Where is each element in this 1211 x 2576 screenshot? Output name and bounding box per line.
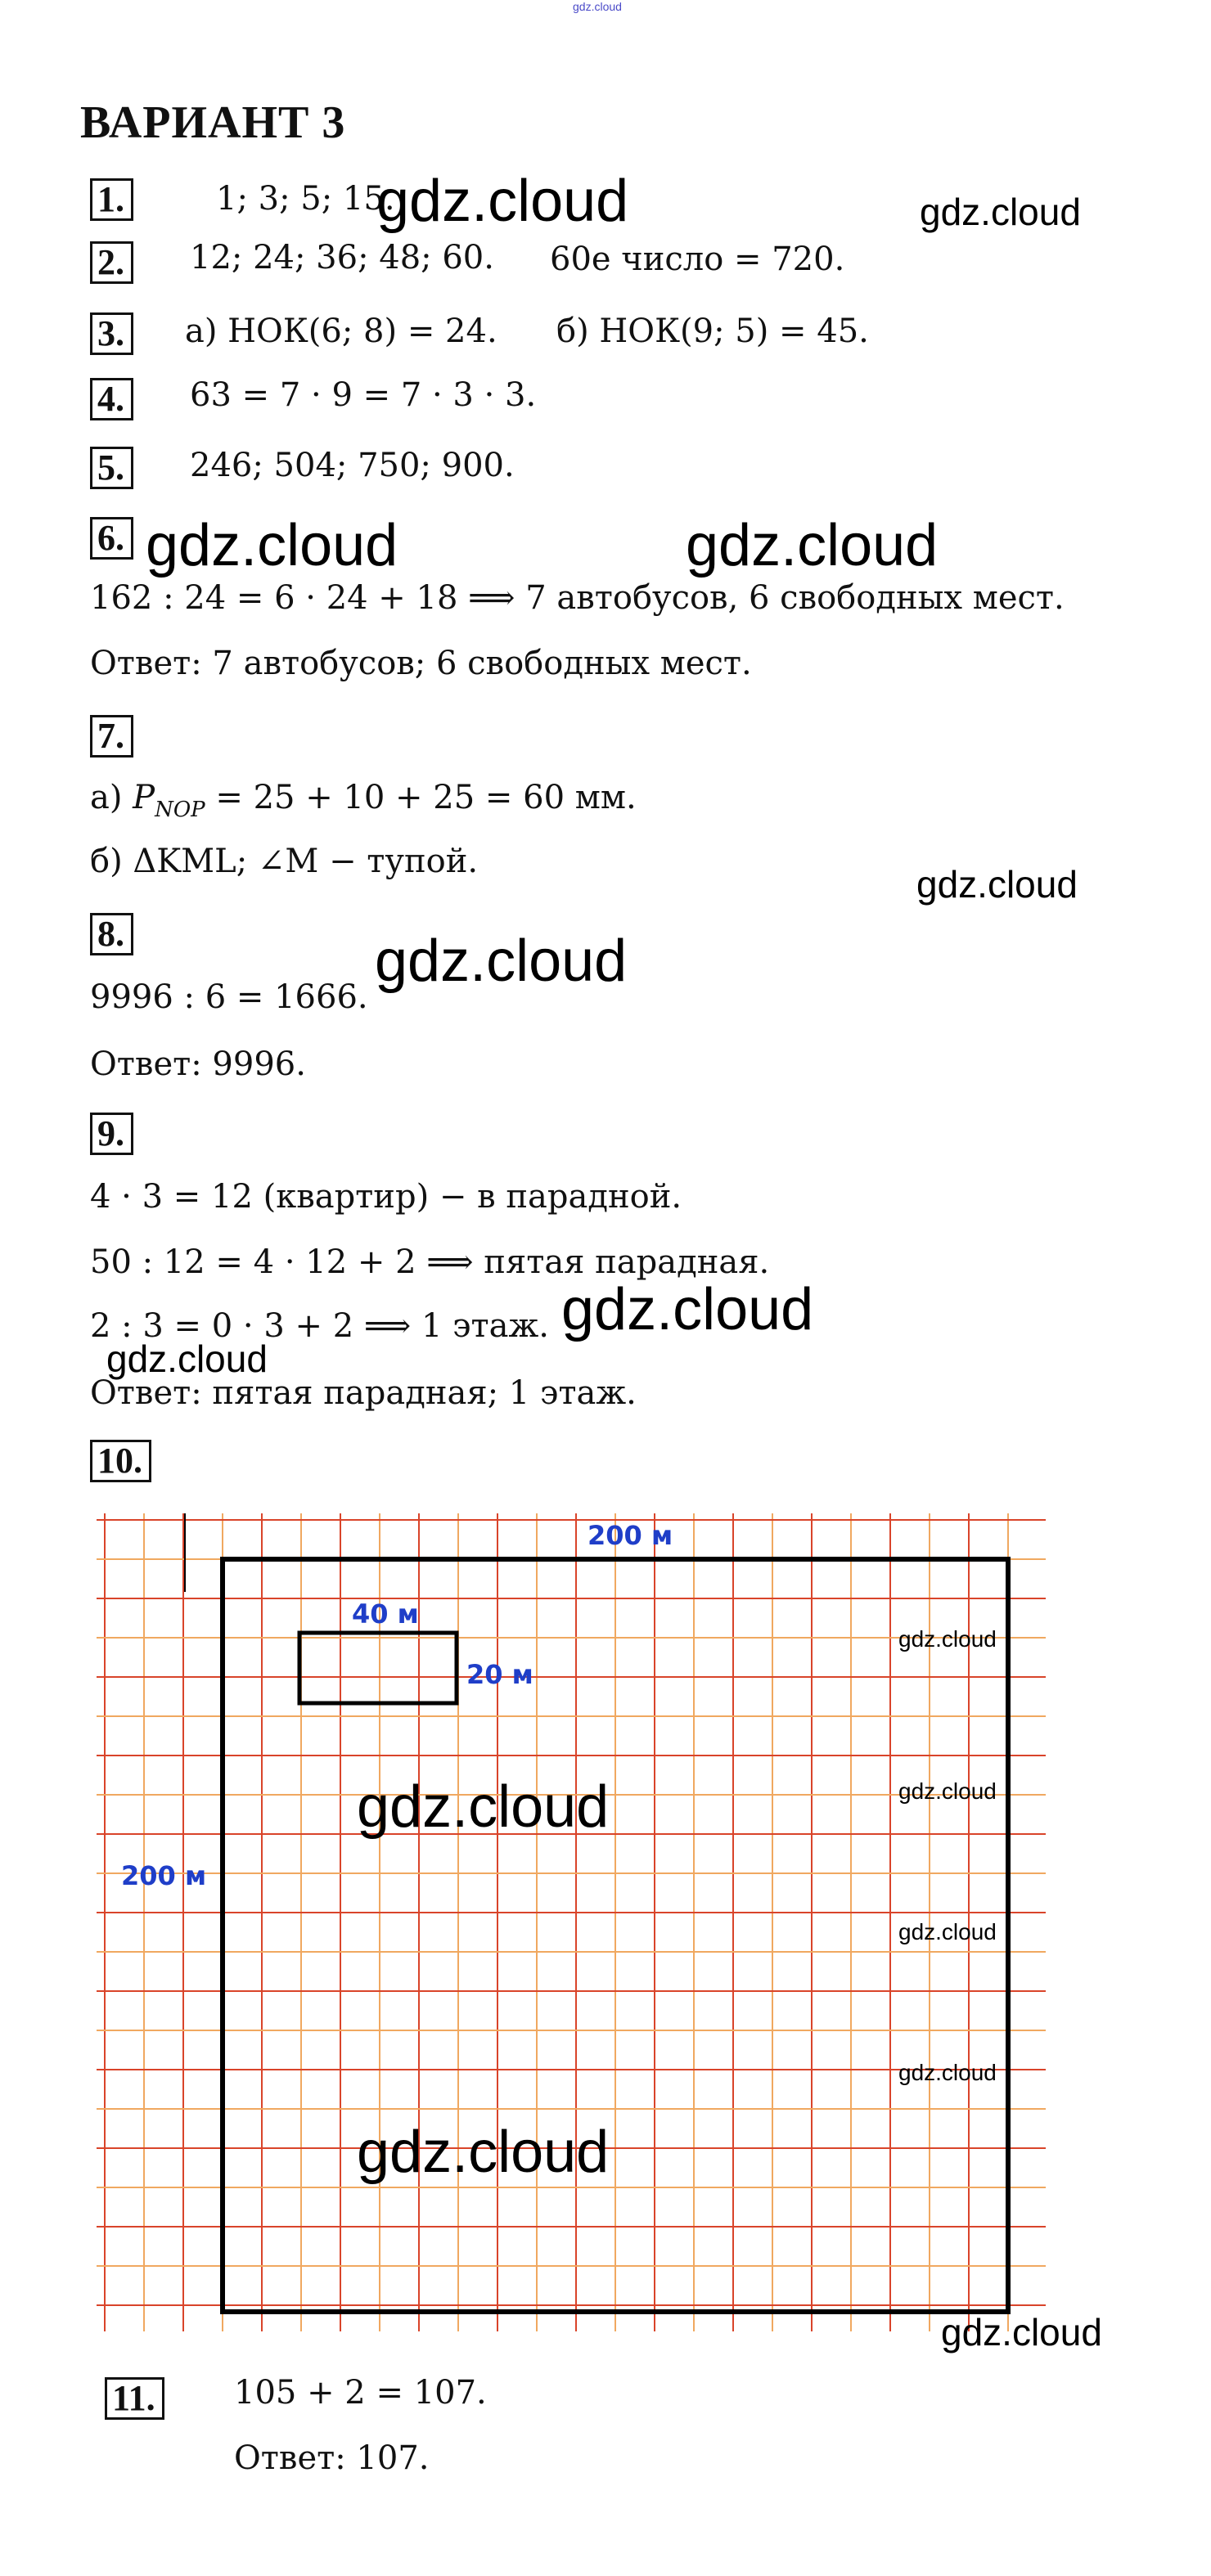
task-1-text: 1; 3; 5; 15. (216, 180, 395, 218)
small-rectangle (299, 1633, 457, 1703)
task-3-a: а) НОК(6; 8) = 24. (185, 312, 497, 350)
watermark: gdz.cloud (920, 191, 1081, 233)
task-8-line1: 9996 : 6 = 1666. (90, 978, 368, 1016)
task-number-11: 11. (105, 2377, 164, 2420)
watermark: gdz.cloud (898, 1919, 997, 1944)
watermark: gdz.cloud (898, 2060, 997, 2085)
watermark: gdz.cloud (686, 513, 939, 578)
task-number-9: 9. (90, 1113, 133, 1155)
task-number-4: 4. (90, 378, 133, 420)
task-3-b: б) НОК(9; 5) = 45. (556, 312, 869, 350)
task-6-answer: Ответ: 7 автобусов; 6 свободных мест. (90, 645, 752, 682)
task-9-line1: 4 · 3 = 12 (квартир) − в парадной. (90, 1178, 682, 1216)
task-6-line1: 162 : 24 = 6 · 24 + 18 ⟹ 7 автобусов, 6 свободных мест. (90, 579, 1065, 617)
task-number-8: 8. (90, 913, 133, 955)
watermark: gdz.cloud (561, 1277, 814, 1342)
task-7-b: б) ΔKML; ∠M − тупой. (90, 843, 479, 880)
task-number-1: 1. (90, 178, 133, 221)
task-number-5: 5. (90, 447, 133, 489)
task-7-a-rest: = 25 + 10 + 25 = 60 мм. (205, 779, 637, 816)
label-small-height: 20 м (466, 1659, 533, 1690)
task-number-3: 3. (90, 312, 133, 355)
task-9-line3: 2 : 3 = 0 · 3 + 2 ⟹ 1 этаж. (90, 1307, 550, 1345)
task-4-text: 63 = 7 · 9 = 7 · 3 · 3. (190, 376, 537, 414)
watermark: gdz.cloud (941, 2311, 1102, 2353)
task-9-answer: Ответ: пятая парадная; 1 этаж. (90, 1374, 637, 1412)
label-small-width: 40 м (352, 1598, 419, 1630)
watermark: gdz.cloud (106, 1337, 268, 1380)
task-11-line1: 105 + 2 = 107. (234, 2374, 487, 2412)
watermark: gdz.cloud (898, 1626, 997, 1652)
watermark: gdz.cloud (916, 863, 1078, 906)
watermark: gdz.cloud (375, 928, 628, 994)
task-7-a (90, 779, 637, 822)
watermark: gdz.cloud (376, 169, 629, 234)
task-7-perimeter-subscript: NOP (155, 798, 205, 822)
task-7-perimeter-symbol: P (133, 779, 155, 816)
task-2-extra: 60е число = 720. (550, 241, 845, 278)
watermark: gdz.cloud (898, 1778, 997, 1804)
watermark: gdz.cloud (357, 1774, 610, 1840)
task-2-text: 12; 24; 36; 48; 60. (190, 239, 494, 276)
task-number-2: 2. (90, 241, 133, 284)
task-9-line2: 50 : 12 = 4 · 12 + 2 ⟹ пятая парадная. (90, 1243, 770, 1281)
label-left: 200 м (121, 1860, 207, 1891)
task-5-text: 246; 504; 750; 900. (190, 447, 515, 484)
watermark: gdz.cloud (146, 513, 398, 578)
header-watermark: gdz.cloud (573, 0, 622, 13)
task-number-7: 7. (90, 715, 133, 758)
task-7-a-prefix: а) (90, 779, 133, 816)
task-8-answer: Ответ: 9996. (90, 1045, 306, 1083)
task-11-answer: Ответ: 107. (234, 2439, 430, 2477)
task-number-10: 10. (90, 1440, 151, 1482)
task-number-6: 6. (90, 517, 133, 560)
label-top: 200 м (587, 1520, 673, 1551)
page-title: ВАРИАНТ 3 (80, 97, 346, 148)
watermark: gdz.cloud (357, 2120, 610, 2185)
